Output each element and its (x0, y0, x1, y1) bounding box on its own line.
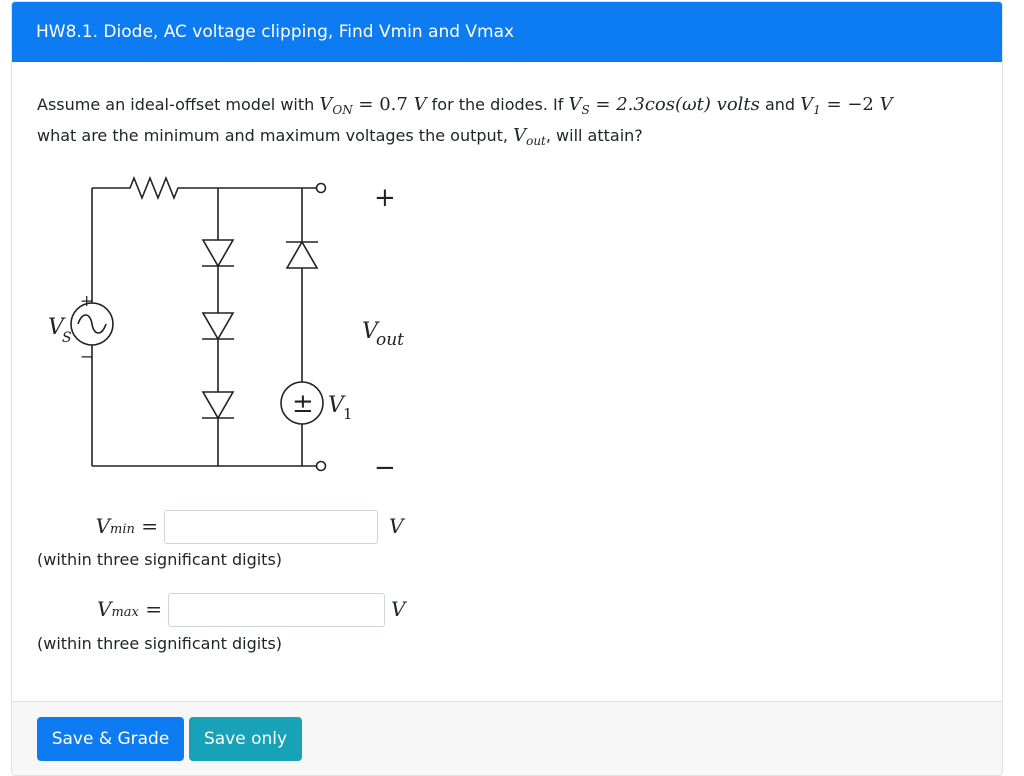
v1-symbol (800, 94, 821, 115)
vmin-hint: (within three significant digits) (37, 550, 283, 569)
diode-2 (202, 313, 234, 339)
vmin-sub: min (110, 522, 135, 537)
question-text-part: what are the minimum and maximum voltages the output, (37, 126, 514, 145)
question-title: HW8.1. Diode, AC voltage clipping, Find Vmin and Vmax (12, 2, 1002, 62)
vmax-sub: max (111, 605, 139, 620)
vmax-label (22, 597, 162, 621)
vout-label-sub: out (376, 330, 405, 350)
question-card (11, 1, 1003, 776)
vout-sub: out (526, 134, 546, 148)
v1-value: = −2 (820, 94, 880, 115)
von-unit: V (413, 94, 427, 115)
v1-sub: 1 (813, 103, 821, 117)
vmin-unit: V (389, 514, 404, 538)
vmax-var: V (97, 597, 112, 621)
von-var: V (319, 94, 333, 115)
von-symbol (319, 94, 352, 115)
vs-plus-sign: + (80, 291, 94, 310)
vs-sub: S (581, 103, 590, 117)
vmax-eq: = (138, 597, 162, 621)
output-terminal-top (317, 184, 326, 193)
v1-label: V (328, 393, 344, 418)
von-value: = 0.7 (352, 94, 414, 115)
question-text-part: Assume an ideal-offset model with (37, 95, 320, 114)
v1-unit: V (879, 94, 893, 115)
question-text (37, 90, 987, 152)
vmin-eq: = (134, 514, 158, 538)
vmax-input[interactable] (168, 593, 385, 627)
vmin-var: V (95, 514, 111, 538)
vs-var: V (568, 94, 582, 115)
v1-var: V (800, 94, 814, 115)
vout-plus-sign: + (374, 183, 396, 213)
dc-source-symbol: ± (292, 389, 314, 419)
resistor (92, 178, 316, 198)
vout-symbol (513, 125, 546, 146)
vs-symbol (568, 94, 589, 115)
von-sub: ON (332, 103, 353, 117)
circuit-diagram (34, 172, 434, 482)
card-footer (12, 701, 1002, 776)
diode-4 (286, 242, 318, 268)
vmax-unit: V (391, 597, 406, 621)
question-text-part: and (759, 95, 801, 114)
save-grade-button[interactable]: Save & Grade (37, 717, 184, 761)
save-only-button[interactable]: Save only (189, 717, 302, 761)
vout-label: V (362, 319, 378, 344)
question-text-part: for the diodes. If (426, 95, 569, 114)
output-terminal-bottom (317, 462, 326, 471)
vs-label-sub: S (62, 330, 72, 346)
vout-minus-sign: − (374, 453, 396, 482)
diode-1 (202, 240, 234, 266)
vs-value: = 2.3cos(ωt) volts (589, 94, 760, 115)
vs-label: V (48, 315, 64, 340)
question-text-part: , will attain? (545, 126, 643, 145)
v1-label-sub: 1 (343, 405, 353, 423)
vout-var: V (513, 125, 527, 146)
vmin-label (18, 514, 158, 538)
diode-3 (202, 392, 234, 418)
vmax-hint: (within three significant digits) (37, 634, 283, 653)
vs-minus-sign: − (80, 347, 94, 366)
vmin-input[interactable] (164, 510, 378, 544)
